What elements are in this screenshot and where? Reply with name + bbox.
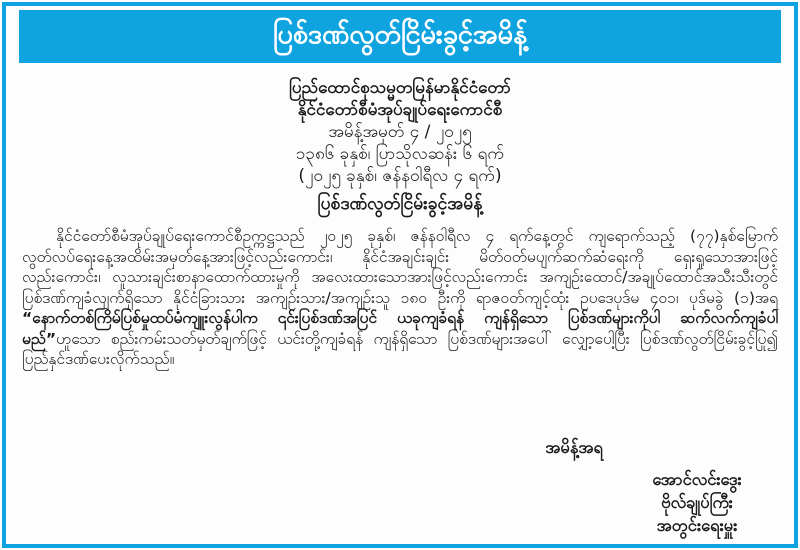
body-paragraph [22,226,778,370]
body-paragraph-start: နိုင်ငံတော်စီမံအုပ်ချုပ်ရေးကောင်စီဥက္ကဋ္ဌသည် ၂၀၂၅ ခုနှစ်၊ ဇန်နဝါရီလ ၄ ရက်နေ့တွင် ကျရောက်သည့် (၇၇)နှစ်မြောက် လွတ်လပ်ရေးနေ့အထိမ်းအမှတ်နေ့အားဖြင့်လည်းကောင်း၊ နိုင်ငံအချင်းချင်း မိတ်ဝတ်မပျက်ဆက်ဆံရေးကို ရှေးရှုသောအားဖြင့်လည်းကောင်း၊ လူသားချင်းစာနာထောက်ထားမှုကို အလေးထားသောအားဖြင့်လည်းကောင်း အကျဉ်းထောင်/အချုပ်ထောင်အသီးသီးတွင် ပြစ်ဒဏ်ကျခံလျက်ရှိသော နိုင်ငံခြားသား အကျဉ်းသား/အကျဉ်းသူ ၁၈၀ ဦးကို ရာဇဝတ်ကျင့်ထုံး ဥပဒေပုဒ်မ ၄၀၁၊ ပုဒ်မခွဲ (၁)အရ [22,227,778,307]
body-paragraph-end: ဟူသော စည်းကမ်းသတ်မှတ်ချက်ဖြင့် ယင်းတို့ကျခံရန် ကျန်ရှိသော ပြစ်ဒဏ်များအပေါ် လျှော့ပေါ့ပြီး ပြစ်ဒဏ်လွတ်ငြိမ်းခွင့်ပြု၍ ပြည်နှင်ဒဏ်ပေးလိုက်သည်။ [22,329,778,368]
date-gregorian-calendar: (၂၀၂၅ ခုနှစ်၊ ဇန်နဝါရီလ ၄ ရက်) [298,166,502,186]
signatory-title: အတွင်းရေးမှူး [656,516,738,535]
date-myanmar-calendar: ၁၃၈၆ ခုနှစ်၊ ပြာသိုလဆန်း ၆ ရက် [295,144,505,164]
signature-block [19,438,781,535]
banner-title: ပြစ်ဒဏ်လွတ်ငြိမ်းခွင့်အမိန့် [272,19,528,50]
letterhead [19,77,781,187]
letterhead-country: ပြည်ထောင်စုသမ္မတမြန်မာနိုင်ငံတော် [289,78,511,98]
signatory-name: အောင်လင်းဒွေး [652,470,742,489]
body-paragraph-quoted-condition: “နောက်တစ်ကြိမ်ပြစ်မှုထပ်မံကျူးလွန်ပါက ၎င်းပြစ်ဒဏ်အပြင် ယခုကျခံရန် ကျန်ရှိသော ပြစ်ဒဏ်များကိုပါ ဆက်လက်ကျခံပါမည်” [22,309,778,348]
document-subject-title: ပြစ်ဒဏ်လွတ်ငြိမ်းခွင့်အမိန့် [317,194,483,214]
signatory-rank: ဗိုလ်ချုပ်ကြီး [661,493,733,512]
letterhead-council: နိုင်ငံတော်စီမံအုပ်ချုပ်ရေးကောင်စီ [297,100,503,120]
signatory [627,468,767,537]
header-banner [19,10,781,63]
order-number: အမိန့်အမှတ် ၄ / ၂၀၂၅ [328,122,472,142]
signature-by-order: အမိန့်အရ [545,438,603,457]
document-content [19,10,781,540]
